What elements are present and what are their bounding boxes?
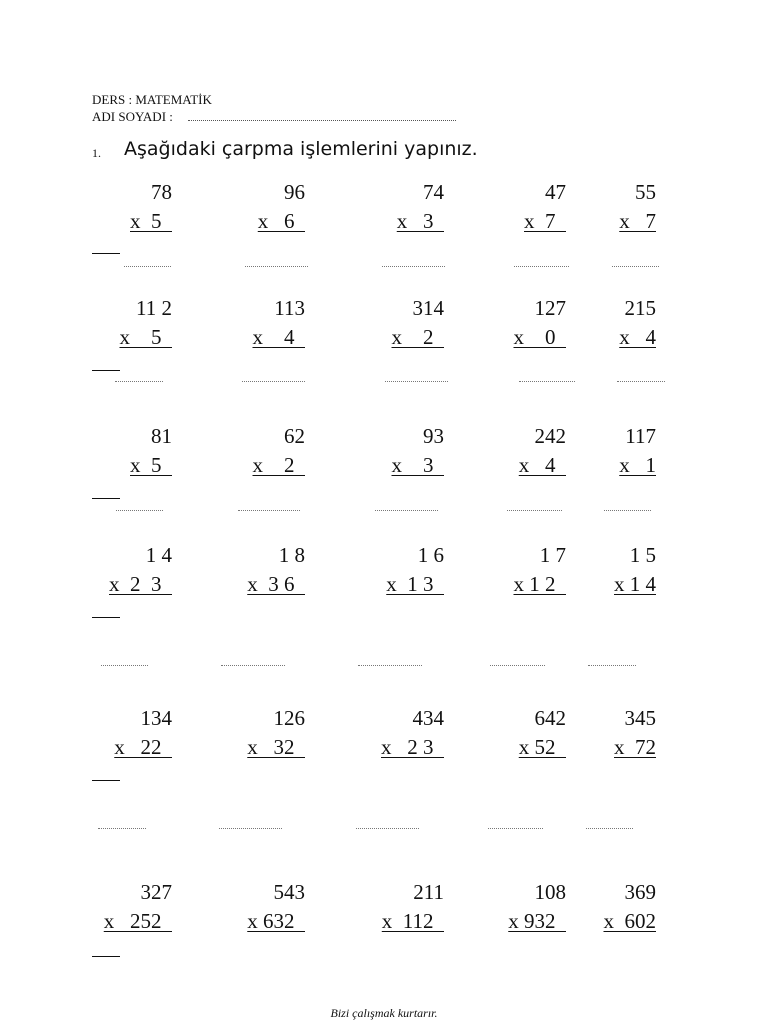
answer-blank[interactable] (358, 665, 422, 666)
multiplication-problem (536, 424, 656, 484)
multiplicand: 11 2 (136, 296, 172, 320)
answer-blank[interactable] (490, 665, 545, 666)
multiplication-problem (324, 706, 444, 766)
multiplier: x 1 2 (513, 572, 566, 596)
multiplicand: 126 (273, 706, 305, 730)
multiplication-problem (536, 880, 656, 940)
multiplication-problem (52, 543, 172, 603)
multiplicand: 62 (284, 424, 305, 448)
multiplication-problem (185, 296, 305, 356)
multiplicand: 327 (140, 880, 172, 904)
multiplication-problem (536, 543, 656, 603)
multiplication-problem (185, 180, 305, 240)
answer-blank[interactable] (588, 665, 636, 666)
multiplication-problem (52, 706, 172, 766)
multiplier: x 5 (119, 325, 172, 349)
multiplier: x 1 3 (386, 572, 444, 596)
multiplier: x 4 (252, 325, 305, 349)
multiplication-problem (536, 706, 656, 766)
subject-line: DERS : MATEMATİK (92, 92, 212, 107)
multiplicand: 242 (534, 424, 566, 448)
answer-blank[interactable] (115, 381, 163, 382)
multiplier: x 1 4 (614, 572, 656, 596)
answer-blank[interactable] (124, 266, 171, 267)
answer-blank[interactable] (98, 828, 146, 829)
multiplicand: 543 (273, 880, 305, 904)
multiplication-problem (324, 180, 444, 240)
multiplier: x 32 (247, 735, 305, 759)
question-text: Aşağıdaki çarpma işlemlerini yapınız. (124, 138, 478, 160)
multiplier: x 932 (508, 909, 566, 933)
answer-blank[interactable] (507, 510, 562, 511)
answer-blank[interactable] (242, 381, 305, 382)
multiplier: x 4 (619, 325, 656, 349)
multiplier: x 4 (518, 453, 566, 477)
multiplicand: 215 (624, 296, 656, 320)
multiplication-problem (185, 424, 305, 484)
multiplicand: 1 7 (539, 543, 566, 567)
student-name-label: ADI SOYADI : (92, 109, 173, 124)
multiplicand: 127 (534, 296, 566, 320)
multiplier: x 3 (391, 453, 444, 477)
multiplication-problem (185, 543, 305, 603)
answer-blank[interactable] (586, 828, 633, 829)
multiplier: x 3 (396, 209, 444, 233)
multiplier: x 5 (130, 453, 172, 477)
multiplier: x 0 (513, 325, 566, 349)
multiplicand: 96 (284, 180, 305, 204)
multiplicand: 642 (534, 706, 566, 730)
multiplier: x 1 (619, 453, 656, 477)
multiplier: x 632 (247, 909, 305, 933)
answer-blank[interactable] (604, 510, 651, 511)
multiplier: x 22 (114, 735, 172, 759)
answer-blank[interactable] (375, 510, 438, 511)
question-number: 1. (92, 146, 101, 160)
multiplicand: 134 (140, 706, 172, 730)
multiplier: x 6 (257, 209, 305, 233)
multiplicand: 47 (545, 180, 566, 204)
multiplier: x 2 (391, 325, 444, 349)
multiplication-problem (536, 180, 656, 240)
answer-blank[interactable] (617, 381, 665, 382)
multiplicand: 369 (624, 880, 656, 904)
multiplier: x 252 (103, 909, 172, 933)
row-separator-dash (92, 498, 120, 499)
multiplicand: 55 (635, 180, 656, 204)
multiplicand: 78 (151, 180, 172, 204)
answer-blank[interactable] (221, 665, 285, 666)
answer-blank[interactable] (514, 266, 569, 267)
multiplicand: 434 (412, 706, 444, 730)
multiplication-problem (324, 424, 444, 484)
multiplicand: 113 (274, 296, 305, 320)
row-separator-dash (92, 780, 120, 781)
multiplier: x 2 3 (109, 572, 172, 596)
multiplication-problem (52, 180, 172, 240)
multiplier: x 3 6 (247, 572, 305, 596)
answer-blank[interactable] (385, 381, 448, 382)
answer-blank[interactable] (356, 828, 419, 829)
multiplier: x 112 (381, 909, 444, 933)
multiplier: x 7 (524, 209, 566, 233)
multiplicand: 211 (413, 880, 444, 904)
answer-blank[interactable] (488, 828, 543, 829)
answer-blank[interactable] (116, 510, 163, 511)
multiplicand: 314 (412, 296, 444, 320)
multiplicand: 74 (423, 180, 444, 204)
multiplier: x 52 (518, 735, 566, 759)
row-separator-dash (92, 617, 120, 618)
multiplicand: 1 8 (278, 543, 305, 567)
footer-motto: Bizi çalışmak kurtarır. (330, 1006, 438, 1020)
multiplication-problem (52, 880, 172, 940)
multiplicand: 108 (534, 880, 566, 904)
multiplication-problem (324, 296, 444, 356)
multiplier: x 2 3 (381, 735, 444, 759)
multiplication-problem (536, 296, 656, 356)
answer-blank[interactable] (219, 828, 282, 829)
multiplication-problem (324, 880, 444, 940)
multiplicand: 1 4 (145, 543, 172, 567)
student-name-field[interactable] (188, 120, 456, 121)
multiplier: x 2 (252, 453, 305, 477)
multiplier: x 72 (614, 735, 656, 759)
answer-blank[interactable] (612, 266, 659, 267)
multiplier: x 602 (603, 909, 656, 933)
answer-blank[interactable] (245, 266, 308, 267)
row-separator-dash (92, 956, 120, 957)
multiplication-problem (324, 543, 444, 603)
row-separator-dash (92, 253, 120, 254)
answer-blank[interactable] (238, 510, 300, 511)
answer-blank[interactable] (101, 665, 148, 666)
multiplication-problem (52, 424, 172, 484)
multiplicand: 1 5 (629, 543, 656, 567)
multiplicand: 117 (625, 424, 656, 448)
multiplicand: 345 (624, 706, 656, 730)
multiplication-problem (185, 706, 305, 766)
multiplicand: 1 6 (417, 543, 444, 567)
multiplication-problem (52, 296, 172, 356)
multiplier: x 5 (130, 209, 172, 233)
multiplicand: 81 (151, 424, 172, 448)
answer-blank[interactable] (382, 266, 445, 267)
multiplicand: 93 (423, 424, 444, 448)
multiplication-problem (185, 880, 305, 940)
answer-blank[interactable] (519, 381, 575, 382)
row-separator-dash (92, 370, 120, 371)
multiplier: x 7 (619, 209, 656, 233)
